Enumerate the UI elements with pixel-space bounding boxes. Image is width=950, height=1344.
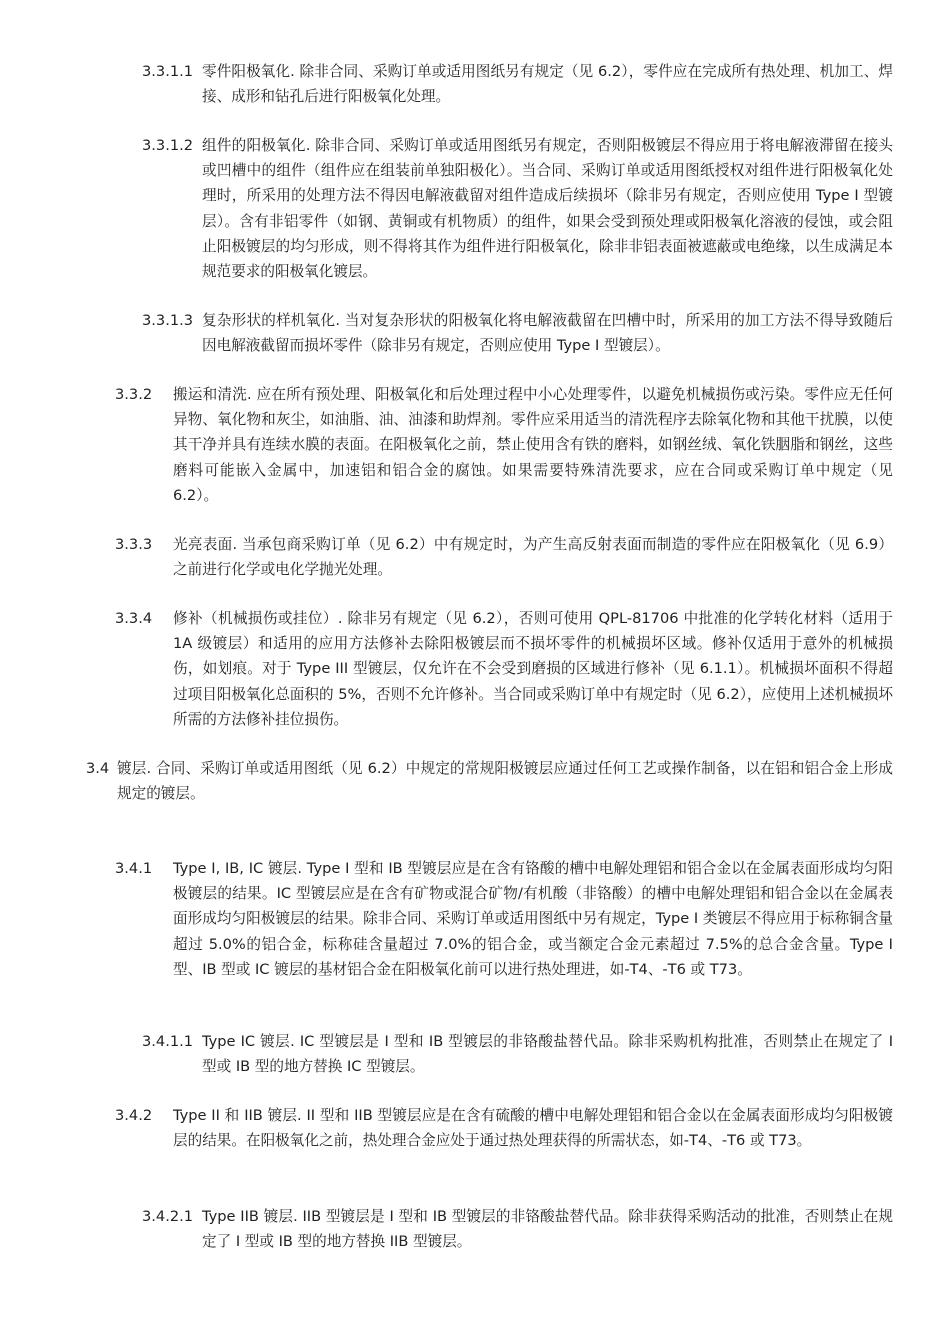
- section-text: 零件阳极氧化. 除非合同、采购订单或适用图纸另有规定（见 6.2），零件应在完成所有热处理、机加工、焊接、成形和钻孔后进行阳极氧化处理。: [202, 63, 893, 106]
- section-number: 3.4.1.1: [142, 1033, 194, 1050]
- section-number: 3.3.3: [115, 536, 153, 553]
- section-text: 修补（机械损伤或挂位）. 除非另有规定（见 6.2），否则可使用 QPL-81706 中批准的化学转化材料（适用于 1A 级镀层）和适用的应用方法修补去除阳极镀层而不损坏零件的机械损坏区域。修补仅适用于意外的机械损伤，如划痕。对于 Type III 型镀层，仅允许在不会受到磨损的区域进行修补（见 6.1.1）。机械损坏面积不得超过项目阳极氧化总面积的 5%，否则不允许修补。当合同或采购订单中有规定时（见 6.2），应使用上述机械损坏所需的方法修补挂位损伤。: [173, 610, 893, 728]
- section-text: Type II 和 IIB 镀层. II 型和 IIB 型镀层应是在含有硫酸的槽中电解处理铝和铝合金以在金属表面形成均匀阳极镀层的结果。在阳极氧化之前，热处理合金应处于通过热处理获得的所需状态，如-T4、-T6 或 T73。: [173, 1107, 893, 1150]
- section-3-3-2: [115, 382, 893, 508]
- section-text: 光亮表面. 当承包商采购订单（见 6.2）中有规定时，为产生高反射表面而制造的零件应在阳极氧化（见 6.9）之前进行化学或电化学抛光处理。: [173, 536, 893, 579]
- section-3-4-2-1: [142, 1204, 893, 1254]
- section-number: 3.3.2: [115, 386, 153, 403]
- section-text: Type IC 镀层. IC 型镀层是 I 型和 IB 型镀层的非铬酸盐替代品。除非采购机构批准，否则禁止在规定了 I 型或 IB 型的地方替换 IC 型镀层。: [202, 1033, 893, 1076]
- section-number: 3.3.1.3: [142, 312, 194, 329]
- section-number: 3.3.1.2: [142, 137, 194, 154]
- section-3-3-1-1: [142, 59, 893, 109]
- section-number: 3.4.2: [115, 1107, 153, 1124]
- section-text: Type I, IB, IC 镀层. Type I 型和 IB 型镀层应是在含有铬酸的槽中电解处理铝和铝合金以在金属表面形成均匀阳极镀层的结果。IC 型镀层应是在含有矿物或混合矿物/有机酸（非铬酸）的槽中电解处理铝和铝合金以在金属表面形成均匀阳极镀层的结果。除非合同、采购订单或适用图纸中另有规定，Type I 类镀层不得应用于标称铜含量超过 5.0%的铝合金，标称硅含量超过 7.0%的铝合金，或当额定合金元素超过 7.5%的总合金含量。Type I 型、IB 型或 IC 镀层的基材铝合金在阳极氧化前可以进行热处理进，如-T4、-T6 或 T73。: [173, 860, 893, 978]
- section-number: 3.4.2.1: [142, 1208, 194, 1225]
- section-text: 搬运和清洗. 应在所有预处理、阳极氧化和后处理过程中小心处理零件，以避免机械损伤或污染。零件应无任何异物、氧化物和灰尘，如油脂、油、油漆和助焊剂。零件应采用适当的清洗程序去除氧化物和其他干扰膜，以使其干净并具有连续水膜的表面。在阳极氧化之前，禁止使用含有铁的磨料，如钢丝绒、氧化铁胭脂和钢丝，这些磨料可能嵌入金属中，加速铝和铝合金的腐蚀。如果需要特殊清洗要求，应在合同或采购订单中规定（见 6.2）。: [173, 386, 893, 504]
- section-3-4-2: [115, 1103, 893, 1153]
- section-text: 镀层. 合同、采购订单或适用图纸（见 6.2）中规定的常规阳极镀层应通过任何工艺或操作制备，以在铝和铝合金上形成规定的镀层。: [117, 760, 893, 803]
- section-number: 3.3.1.1: [142, 63, 194, 80]
- section-3-3-3: [115, 532, 893, 582]
- section-3-3-4: [115, 606, 893, 732]
- section-3-4-1: [115, 856, 893, 982]
- section-text: 复杂形状的样机氧化. 当对复杂形状的阳极氧化将电解液截留在凹槽中时，所采用的加工方法不得导致随后因电解液截留而损坏零件（除非另有规定，否则应使用 Type I 型镀层）。: [202, 312, 893, 355]
- section-3-3-1-2: [142, 133, 893, 284]
- section-text: Type IIB 镀层. IIB 型镀层是 I 型和 IB 型镀层的非铬酸盐替代品。除非获得采购活动的批准，否则禁止在规定了 I 型或 IB 型的地方替换 IIB 型镀层。: [202, 1208, 893, 1251]
- section-number: 3.4: [86, 760, 110, 777]
- section-3-3-1-3: [142, 308, 893, 358]
- section-text: 组件的阳极氧化. 除非合同、采购订单或适用图纸另有规定，否则阳极镀层不得应用于将电解液滞留在接头或凹槽中的组件（组件应在组装前单独阳极化）。当合同、采购订单或适用图纸授权对组件进行阳极氧化处理时，所采用的处理方法不得因电解液截留对组件造成后续损坏（除非另有规定，否则应使用 Type I 型镀层）。含有非铝零件（如钢、黄铜或有机物质）的组件，如果会受到预处理或阳极氧化溶液的侵蚀，或会阻止阳极镀层的均匀形成，则不得将其作为组件进行阳极氧化，除非非铝表面被遮蔽或电绝缘，以生成满足本规范要求的阳极氧化镀层。: [202, 137, 893, 281]
- section-3-4-1-1: [142, 1029, 893, 1079]
- section-number: 3.3.4: [115, 610, 153, 627]
- section-3-4: [86, 756, 893, 806]
- section-number: 3.4.1: [115, 860, 153, 877]
